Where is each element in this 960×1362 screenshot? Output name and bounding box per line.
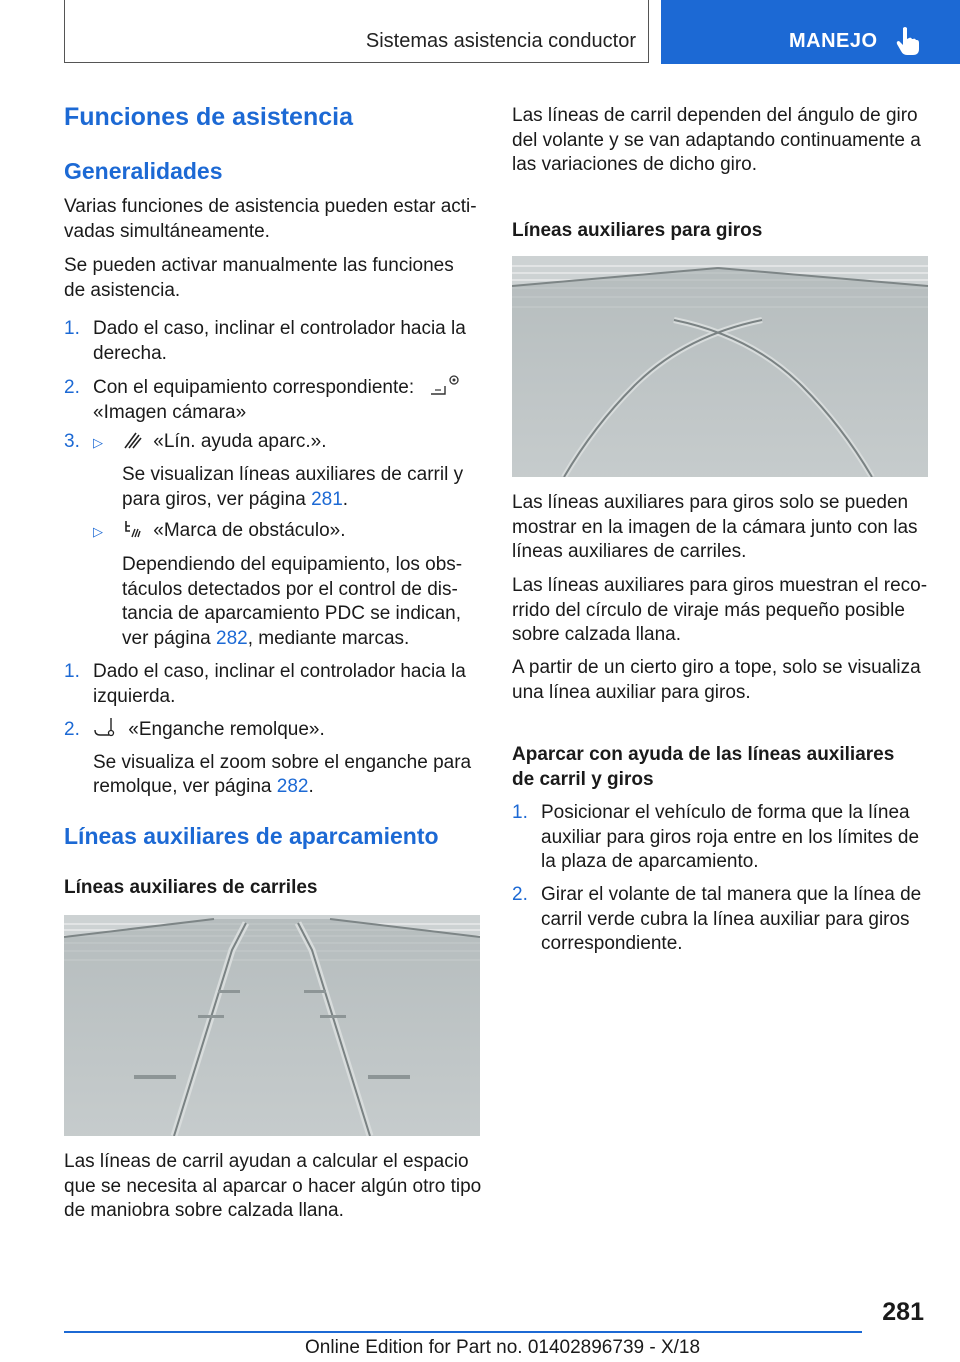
paragraph-lane-steering	[512, 104, 921, 178]
paragraph-activation	[64, 254, 454, 303]
text-line: Girar el volante de tal manera que la línea de	[541, 884, 922, 905]
paragraph-lane-lines	[64, 1150, 481, 1224]
text-line: de asistencia.	[64, 279, 181, 301]
paragraph-turn-lines-3	[512, 656, 921, 705]
text-line: Se visualiza el zoom sobre el enganche para	[93, 751, 472, 773]
text-line: tancia de aparcamiento PDC se indican,	[122, 603, 462, 624]
step-number: 1.	[64, 318, 80, 339]
bullet-description	[122, 553, 462, 651]
text-line: Se visualizan líneas auxiliares de carril y	[122, 464, 464, 485]
step-text	[93, 376, 463, 425]
text-line: para giros, ver página	[122, 488, 312, 510]
text-line: Dado el caso, inclinar el controlador hacia la	[93, 318, 466, 339]
text-line: Dado el caso, inclinar el controlador hacia la	[93, 661, 466, 682]
text-line: sobre calzada llana.	[512, 624, 681, 645]
subheading-turn-lines: Líneas auxiliares para giros	[512, 220, 763, 241]
text-line: .	[308, 776, 314, 797]
step-number: 1.	[64, 661, 80, 682]
page-link-281[interactable]: 281	[311, 488, 343, 510]
text-line: Varias funciones de asistencia pueden estar acti‐	[64, 196, 477, 217]
text-line: «Lín. ayuda aparc.».	[153, 431, 327, 452]
heading-generalidades: Generalidades	[64, 158, 223, 184]
step-text	[541, 883, 921, 957]
text-line: una línea auxiliar para giros.	[512, 681, 751, 703]
text-line: auxiliar para giros roja entre en los límites de	[541, 826, 920, 848]
parking-lines-icon	[122, 430, 142, 450]
step-text	[93, 718, 471, 800]
text-line: de carril y giros	[512, 768, 654, 790]
page-title: Funciones de asistencia	[64, 103, 353, 131]
lane-lines-illustration	[64, 915, 480, 1136]
text-line: del volante y se van adaptando continuamente a	[512, 129, 921, 151]
text-line: de maniobra sobre calzada llana.	[64, 1200, 344, 1221]
text-line: rrido del círculo de viraje más pequeño posible	[512, 599, 905, 621]
header-section-box	[64, 0, 649, 63]
text-line: mostrar en la imagen de la cámara junto con las	[512, 516, 918, 538]
text-line: Dependiendo del equipamiento, los obs‐	[122, 554, 463, 575]
text-line: Con el equipamiento correspondiente:	[93, 377, 415, 398]
footer-divider	[64, 1331, 862, 1333]
edition-note: Online Edition for Part no. 01402896739 - X/18	[305, 1337, 701, 1358]
page-number: 281	[882, 1298, 924, 1326]
text-line: Las líneas de carril ayudan a calcular el espacio	[64, 1151, 469, 1172]
text-line: derecha.	[93, 342, 167, 364]
text-line: Las líneas de carril dependen del ángulo de giro	[512, 105, 918, 126]
text-line: las variaciones de dicho giro.	[512, 154, 758, 175]
text-line: ver página	[122, 627, 217, 649]
camera-settings-icon	[429, 372, 463, 398]
heading-parking-lines: Líneas auxiliares de aparcamiento	[64, 823, 439, 849]
text-line: .	[342, 488, 349, 510]
step-number: 2.	[64, 719, 80, 740]
bullet-triangle-icon: ▷	[93, 524, 103, 539]
page-link-282[interactable]: 282	[216, 627, 248, 649]
page-link-282[interactable]: 282	[276, 776, 309, 797]
text-line: carril verde cubra la línea auxiliar para giros	[541, 908, 910, 930]
bullet-text	[122, 519, 346, 544]
text-line: la plaza de aparcamiento.	[541, 851, 759, 872]
subheading-lane-lines: Líneas auxiliares de carriles	[64, 877, 318, 898]
text-line: Las líneas auxiliares para giros muestran el reco‐	[512, 575, 928, 596]
text-line: «Marca de obstáculo».	[153, 520, 346, 541]
step-text	[541, 801, 919, 875]
text-line: «Enganche remolque».	[128, 719, 325, 740]
text-line: , mediante marcas.	[247, 627, 410, 649]
paragraph-turn-lines-1	[512, 491, 918, 565]
text-line: izquierda.	[93, 685, 176, 707]
text-line: A partir de un cierto giro a tope, solo se visualiza	[512, 657, 921, 678]
header-tab-label: MANEJO	[789, 30, 878, 52]
text-line: correspondiente.	[541, 933, 683, 954]
hand-pointer-icon	[895, 26, 921, 56]
step-number: 1.	[512, 802, 528, 823]
text-line: que se necesita al aparcar o hacer algún otro tipo	[64, 1175, 482, 1197]
text-line: «Imagen cámara»	[93, 401, 247, 423]
step-text	[93, 660, 466, 709]
text-line: Aparcar con ayuda de las líneas auxiliares	[512, 744, 895, 765]
text-line: remolque, ver página	[93, 776, 277, 797]
header-tab-manejo[interactable]	[661, 0, 960, 64]
trailer-hitch-icon	[93, 716, 117, 738]
paragraph-intro	[64, 195, 477, 244]
step-number: 2.	[512, 884, 528, 905]
text-line: Se pueden activar manualmente las funciones	[64, 255, 454, 276]
text-line: táculos detectados por el control de dis‐	[122, 578, 458, 600]
step-number: 3.	[64, 431, 80, 452]
text-line: líneas auxiliares de carriles.	[512, 541, 747, 562]
text-line: Las líneas auxiliares para giros solo se pueden	[512, 492, 909, 513]
text-line: vadas simultáneamente.	[64, 220, 270, 242]
bullet-description	[122, 463, 463, 512]
text-line: Posicionar el vehículo de forma que la línea	[541, 802, 910, 823]
header-section-title: Sistemas asistencia conductor	[365, 30, 636, 52]
bullet-text	[122, 430, 327, 455]
bullet-triangle-icon: ▷	[93, 435, 103, 450]
step-text	[93, 317, 466, 366]
subheading-parking-with-lines	[512, 743, 894, 792]
obstacle-marker-icon	[122, 519, 142, 539]
turn-lines-illustration	[512, 256, 928, 477]
paragraph-turn-lines-2	[512, 574, 927, 648]
step-number: 2.	[64, 377, 80, 398]
